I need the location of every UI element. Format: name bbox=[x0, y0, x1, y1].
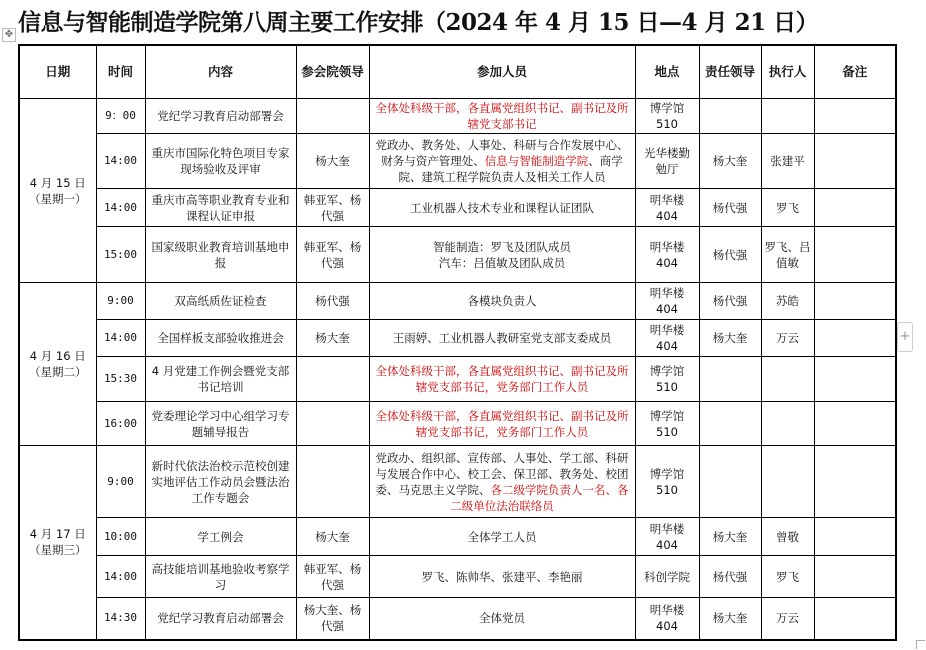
leader-cell bbox=[296, 446, 369, 518]
location-cell: 博学馆 510 bbox=[635, 446, 699, 518]
header-note: 备注 bbox=[814, 45, 896, 99]
executor-cell bbox=[761, 357, 814, 402]
header-date: 日期 bbox=[19, 45, 96, 99]
weekday-label: （星期一） bbox=[29, 191, 87, 206]
location-cell: 明华楼 404 bbox=[635, 518, 699, 556]
note-cell bbox=[814, 320, 896, 357]
responsible-cell: 杨大奎 bbox=[699, 320, 761, 357]
header-content: 内容 bbox=[145, 45, 296, 99]
responsible-cell: 杨大奎 bbox=[699, 134, 761, 189]
add-column-button[interactable]: + bbox=[897, 322, 913, 352]
responsible-cell bbox=[699, 357, 761, 402]
leader-cell: 韩亚军、杨代强 bbox=[296, 189, 369, 227]
content-cell: 新时代依法治校示范校创建实地评估工作动员会暨法治工作专题会 bbox=[145, 446, 296, 518]
table-row bbox=[19, 556, 896, 598]
header-responsible: 责任领导 bbox=[699, 45, 761, 99]
responsible-cell: 杨代强 bbox=[699, 283, 761, 320]
table-row bbox=[19, 134, 896, 189]
location-cell: 明华楼 404 bbox=[635, 320, 699, 357]
participants-cell bbox=[369, 556, 635, 598]
location-cell: 博学馆 510 bbox=[635, 402, 699, 446]
time-cell: 14:30 bbox=[96, 598, 145, 640]
table-row bbox=[19, 227, 896, 283]
content-cell: 党纪学习教育启动部署会 bbox=[145, 598, 296, 640]
note-cell bbox=[814, 99, 896, 134]
leader-cell bbox=[296, 402, 369, 446]
content-cell: 学工例会 bbox=[145, 518, 296, 556]
time-cell: 10:00 bbox=[96, 518, 145, 556]
note-cell bbox=[814, 283, 896, 320]
participants-text: 各模块负责人 bbox=[467, 294, 537, 308]
participants-cell bbox=[369, 227, 635, 283]
participants-cell bbox=[369, 134, 635, 189]
participants-text: 党政办、教务处、人事处、科研与合作发展中心、财务与资产管理处、 bbox=[375, 138, 629, 168]
date-cell bbox=[19, 446, 96, 640]
participants-text: 工业机器人技术专业和课程认证团队 bbox=[410, 200, 594, 215]
responsible-cell: 杨代强 bbox=[699, 556, 761, 598]
time-cell: 14:00 bbox=[96, 320, 145, 357]
time-cell: 9：00 bbox=[96, 99, 145, 134]
responsible-cell: 杨大奎 bbox=[699, 598, 761, 640]
schedule-table bbox=[18, 44, 897, 641]
note-cell bbox=[814, 598, 896, 640]
leader-cell: 杨代强 bbox=[296, 283, 369, 320]
date-label: 4 月 16 日 bbox=[29, 349, 86, 363]
executor-cell bbox=[761, 402, 814, 446]
participants-text: 智能制造：罗飞及团队成员 bbox=[433, 239, 571, 254]
time-cell: 9:00 bbox=[96, 446, 145, 518]
responsible-cell: 杨大奎 bbox=[699, 518, 761, 556]
weekday-label: （星期三） bbox=[29, 543, 87, 558]
content-cell: 重庆市国际化特色项目专家现场验收及评审 bbox=[145, 134, 296, 189]
table-row bbox=[19, 402, 896, 446]
executor-cell: 万云 bbox=[761, 320, 814, 357]
executor-cell bbox=[761, 446, 814, 518]
participants-cell bbox=[369, 99, 635, 134]
date-label: 4 月 15 日 bbox=[29, 175, 86, 190]
time-cell: 16:00 bbox=[96, 402, 145, 446]
time-cell: 14:00 bbox=[96, 134, 145, 189]
note-cell bbox=[814, 402, 896, 446]
note-cell bbox=[814, 446, 896, 518]
leader-cell bbox=[296, 99, 369, 134]
content-cell: 全国样板支部验收推进会 bbox=[145, 320, 296, 357]
note-cell bbox=[814, 227, 896, 283]
executor-cell: 张建平 bbox=[761, 134, 814, 189]
executor-cell: 罗飞 bbox=[761, 189, 814, 227]
table-move-handle-icon[interactable]: ✥ bbox=[2, 28, 16, 42]
content-cell: 国家级职业教育培训基地申报 bbox=[145, 227, 296, 283]
responsible-cell bbox=[699, 99, 761, 134]
participants-text: 、商学院、建筑工程学院负责人及相关工作人员 bbox=[398, 154, 623, 184]
leader-cell: 韩亚军、杨代强 bbox=[296, 556, 369, 598]
executor-cell: 罗飞、吕值敏 bbox=[761, 227, 814, 283]
leader-cell bbox=[296, 357, 369, 402]
content-cell: 党纪学习教育启动部署会 bbox=[145, 99, 296, 134]
table-row bbox=[19, 99, 896, 134]
page-corner-marker bbox=[916, 640, 925, 649]
executor-cell bbox=[761, 99, 814, 134]
table-row bbox=[19, 446, 896, 518]
content-cell: 4 月党建工作例会暨党支部书记培训 bbox=[145, 357, 296, 402]
table-row bbox=[19, 598, 896, 640]
participants-cell bbox=[369, 320, 635, 357]
leader-cell: 杨大奎 bbox=[296, 134, 369, 189]
date-label: 4 月 17 日 bbox=[29, 527, 86, 542]
participants-text: 全体党员 bbox=[479, 611, 525, 626]
participants-cell bbox=[369, 357, 635, 402]
time-cell: 14:00 bbox=[96, 189, 145, 227]
weekday-label: （星期二） bbox=[29, 365, 87, 379]
location-cell: 博学馆 510 bbox=[635, 99, 699, 134]
highlighted-participants: 全体处科级干部，各直属党组织书记、副书记及所辖党支部书记，党务部门工作人员 bbox=[375, 364, 629, 394]
content-cell: 高技能培训基地验收考察学习 bbox=[145, 556, 296, 598]
participants-cell bbox=[369, 402, 635, 446]
participants-cell bbox=[369, 283, 635, 320]
responsible-cell bbox=[699, 446, 761, 518]
executor-cell: 罗飞 bbox=[761, 556, 814, 598]
note-cell bbox=[814, 518, 896, 556]
time-cell: 15:00 bbox=[96, 227, 145, 283]
highlighted-participants: 全体处科级干部，各直属党组织书记、副书记及所辖党支部书记，党务部门工作人员 bbox=[375, 408, 629, 439]
date-cell bbox=[19, 99, 96, 283]
responsible-cell: 杨代强 bbox=[699, 189, 761, 227]
note-cell bbox=[814, 357, 896, 402]
participants-cell bbox=[369, 518, 635, 556]
location-cell: 明华楼 404 bbox=[635, 598, 699, 640]
location-cell: 明华楼 404 bbox=[635, 227, 699, 283]
highlighted-participants: 全体处科级干部，各直属党组织书记、副书记及所辖党支部书记 bbox=[375, 101, 629, 131]
leader-cell: 杨大奎、杨代强 bbox=[296, 598, 369, 640]
content-cell: 双高纸质佐证检查 bbox=[145, 283, 296, 320]
participants-cell bbox=[369, 598, 635, 640]
responsible-cell bbox=[699, 402, 761, 446]
participants-cell bbox=[369, 189, 635, 227]
header-location: 地点 bbox=[635, 45, 699, 99]
participants-text: 王雨婷、工业机器人教研室党支部支委成员 bbox=[392, 331, 612, 345]
leader-cell: 杨大奎 bbox=[296, 518, 369, 556]
leader-cell: 杨大奎 bbox=[296, 320, 369, 357]
location-cell: 明华楼 404 bbox=[635, 283, 699, 320]
note-cell bbox=[814, 556, 896, 598]
table-row bbox=[19, 320, 896, 357]
header-leader: 参会院领导 bbox=[296, 45, 369, 99]
leader-cell: 韩亚军、杨代强 bbox=[296, 227, 369, 283]
location-cell: 光华楼勤勉厅 bbox=[635, 134, 699, 189]
note-cell bbox=[814, 134, 896, 189]
highlighted-participants: 信息与智能制造学院 bbox=[484, 154, 589, 168]
page-title: 信息与智能制造学院第八周主要工作安排（2024 年 4 月 15 日—4 月 21 日） bbox=[18, 9, 819, 36]
executor-cell: 曾敬 bbox=[761, 518, 814, 556]
highlighted-participants: 各二级学院负责人一名、各二级单位法治联络员 bbox=[450, 482, 629, 513]
header-participants: 参加人员 bbox=[369, 45, 635, 99]
header-executor: 执行人 bbox=[761, 45, 814, 99]
note-cell bbox=[814, 189, 896, 227]
participants-text: 汽车：吕值敏及团队成员 bbox=[438, 255, 566, 270]
content-cell: 重庆市高等职业教育专业和课程认证申报 bbox=[145, 189, 296, 227]
location-cell: 博学馆 510 bbox=[635, 357, 699, 402]
content-cell: 党委理论学习中心组学习专题辅导报告 bbox=[145, 402, 296, 446]
location-cell: 明华楼 404 bbox=[635, 189, 699, 227]
time-cell: 15:30 bbox=[96, 357, 145, 402]
date-cell bbox=[19, 283, 96, 446]
table-row bbox=[19, 189, 896, 227]
executor-cell: 万云 bbox=[761, 598, 814, 640]
time-cell: 9:00 bbox=[96, 283, 145, 320]
table-row bbox=[19, 357, 896, 402]
time-cell: 14:00 bbox=[96, 556, 145, 598]
executor-cell: 苏皓 bbox=[761, 283, 814, 320]
participants-text: 党政办、组织部、宣传部、人事处、学工部、科研与发展合作中心、校工会、保卫部、教务处、校团委、马克思主义学院、 bbox=[375, 450, 629, 497]
participants-text: 罗飞、陈帅华、张建平、李艳丽 bbox=[421, 569, 583, 584]
responsible-cell: 杨代强 bbox=[699, 227, 761, 283]
header-time: 时间 bbox=[96, 45, 145, 99]
header-row bbox=[19, 45, 896, 99]
participants-cell bbox=[369, 446, 635, 518]
table-row bbox=[19, 518, 896, 556]
participants-text: 全体学工人员 bbox=[467, 529, 537, 544]
table-row bbox=[19, 283, 896, 320]
location-cell: 科创学院 bbox=[635, 556, 699, 598]
